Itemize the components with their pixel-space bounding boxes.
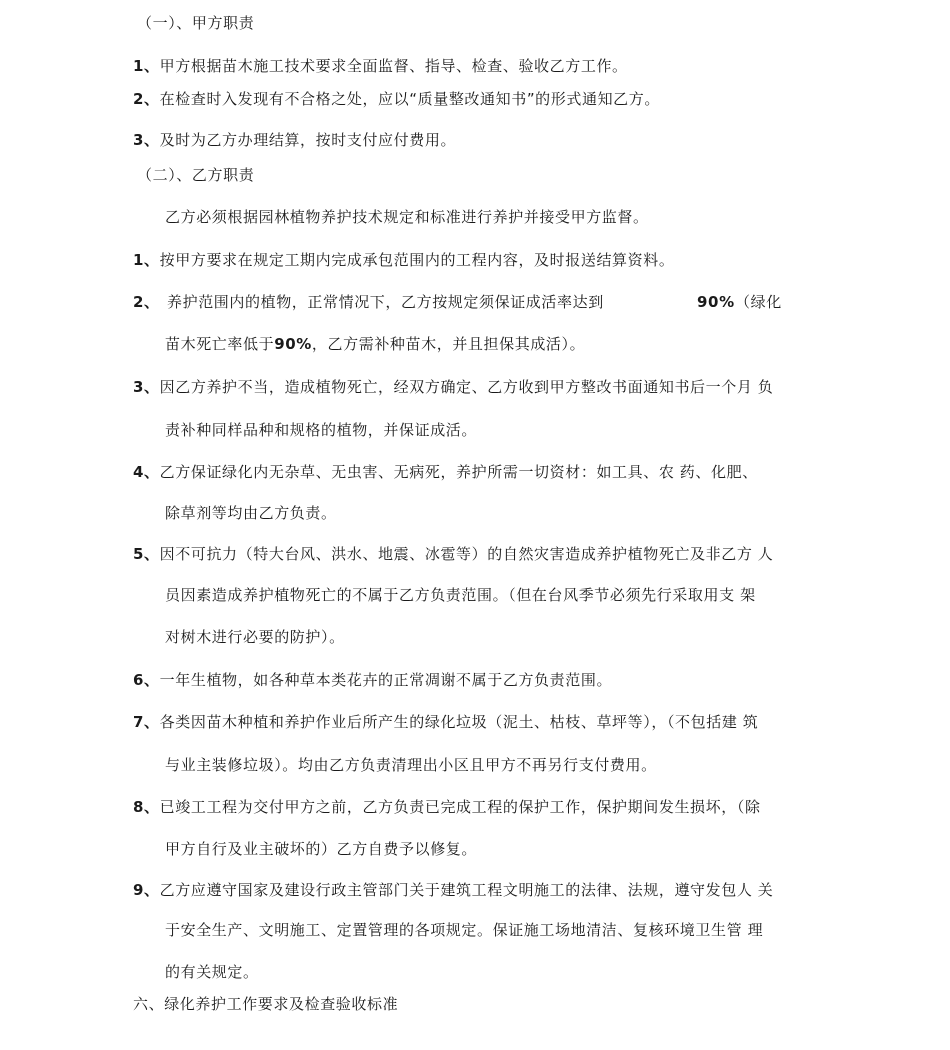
item-text: 已竣工工程为交付甲方之前，乙方负责已完成工程的保护工作，保护期间发生损坏，（除 — [159, 798, 761, 816]
list-item — [133, 250, 674, 270]
item-text: 对树木进行必要的防护）。 — [165, 628, 345, 646]
list-item — [133, 130, 456, 150]
section-b-intro: 乙方必须根据园林植物养护技术规定和标准进行养护并接受甲方监督。 — [165, 208, 649, 226]
list-item — [133, 377, 773, 397]
item-text-part: ，乙方需补种苗木，并且担保其成活）。 — [311, 335, 586, 353]
item-text-part: 苗木死亡率低于 — [165, 335, 275, 353]
item-number: 2、 — [133, 90, 160, 108]
list-item — [133, 544, 773, 564]
item-text: 各类因苗木种植和养护作业后所产生的绿化垃圾（泥土、枯枝、草坪等），（不包括建 筑 — [159, 713, 759, 731]
item-text: 的有关规定。 — [165, 963, 259, 981]
item-text: 及时为乙方办理结算，按时支付应付费用。 — [159, 131, 457, 149]
item-number: 9、 — [133, 881, 160, 899]
item-text: 除草剂等均由乙方负责。 — [165, 504, 337, 522]
list-item — [133, 462, 758, 482]
list-item — [133, 89, 660, 109]
item-text: 与业主装修垃圾）。均由乙方负责清理出小区且甲方不再另行支付费用。 — [165, 756, 657, 774]
item-number: 3、 — [133, 131, 160, 149]
rate-value: 90% — [697, 293, 735, 311]
list-item — [133, 292, 160, 312]
section-six-heading: 六、绿化养护工作要求及检查验收标准 — [133, 995, 399, 1013]
item-text: 员因素造成养护植物死亡的不属于乙方负责范围。（但在台风季节必须先行采取用支 架 — [165, 586, 756, 604]
item-number: 8、 — [133, 798, 160, 816]
item-number: 5、 — [133, 545, 160, 563]
item-text: 甲方自行及业主破坏的）乙方自费予以修复。 — [165, 840, 478, 858]
item-text: 在检查时入发现有不合格之处，应以“质量整改通知书”的形式通知乙方。 — [159, 90, 660, 108]
rate-value: 90% — [274, 335, 312, 353]
item-number: 6、 — [133, 671, 160, 689]
item-text: 按甲方要求在规定工期内完成承包范围内的工程内容，及时报送结算资料。 — [159, 251, 675, 269]
list-item — [133, 670, 612, 690]
section-a-heading: （一）、甲方职责 — [137, 14, 255, 32]
section-b-heading: （二）、乙方职责 — [137, 166, 255, 184]
item-number: 4、 — [133, 463, 160, 481]
item-text-tail: （绿化 — [735, 293, 782, 311]
item-text: 养护范围内的植物，正常情况下，乙方按规定须保证成活率达到 — [167, 293, 604, 311]
item-text: 于安全生产、文明施工、定置管理的各项规定。保证施工场地清洁、复核环境卫生管 理 — [165, 921, 764, 939]
list-item — [133, 712, 758, 732]
item-text: 乙方保证绿化内无杂草、无虫害、无病死，养护所需一切资材：如工具、农 药、化肥、 — [159, 463, 758, 481]
item-text — [165, 334, 585, 354]
item-number: 2、 — [133, 293, 160, 311]
item-number: 1、 — [133, 57, 160, 75]
list-item — [133, 797, 761, 817]
list-item — [133, 880, 773, 900]
item-text: 责补种同样品种和规格的植物，并保证成活。 — [165, 421, 478, 439]
item-number: 3、 — [133, 378, 160, 396]
item-text: 因不可抗力（特大台风、洪水、地震、冰雹等）的自然灾害造成养护植物死亡及非乙方 人 — [159, 545, 774, 563]
item-text: 甲方根据苗木施工技术要求全面监督、指导、检查、验收乙方工作。 — [159, 57, 628, 75]
item-number: 7、 — [133, 713, 160, 731]
item-text: 因乙方养护不当，造成植物死亡，经双方确定、乙方收到甲方整改书面通知书后一个月 负 — [159, 378, 774, 396]
list-item — [133, 56, 628, 76]
item-number: 1、 — [133, 251, 160, 269]
item-text: 乙方应遵守国家及建设行政主管部门关于建筑工程文明施工的法律、法规，遵守发包人 关 — [159, 881, 774, 899]
item-text: 一年生植物，如各种草本类花卉的正常凋谢不属于乙方负责范围。 — [159, 671, 613, 689]
